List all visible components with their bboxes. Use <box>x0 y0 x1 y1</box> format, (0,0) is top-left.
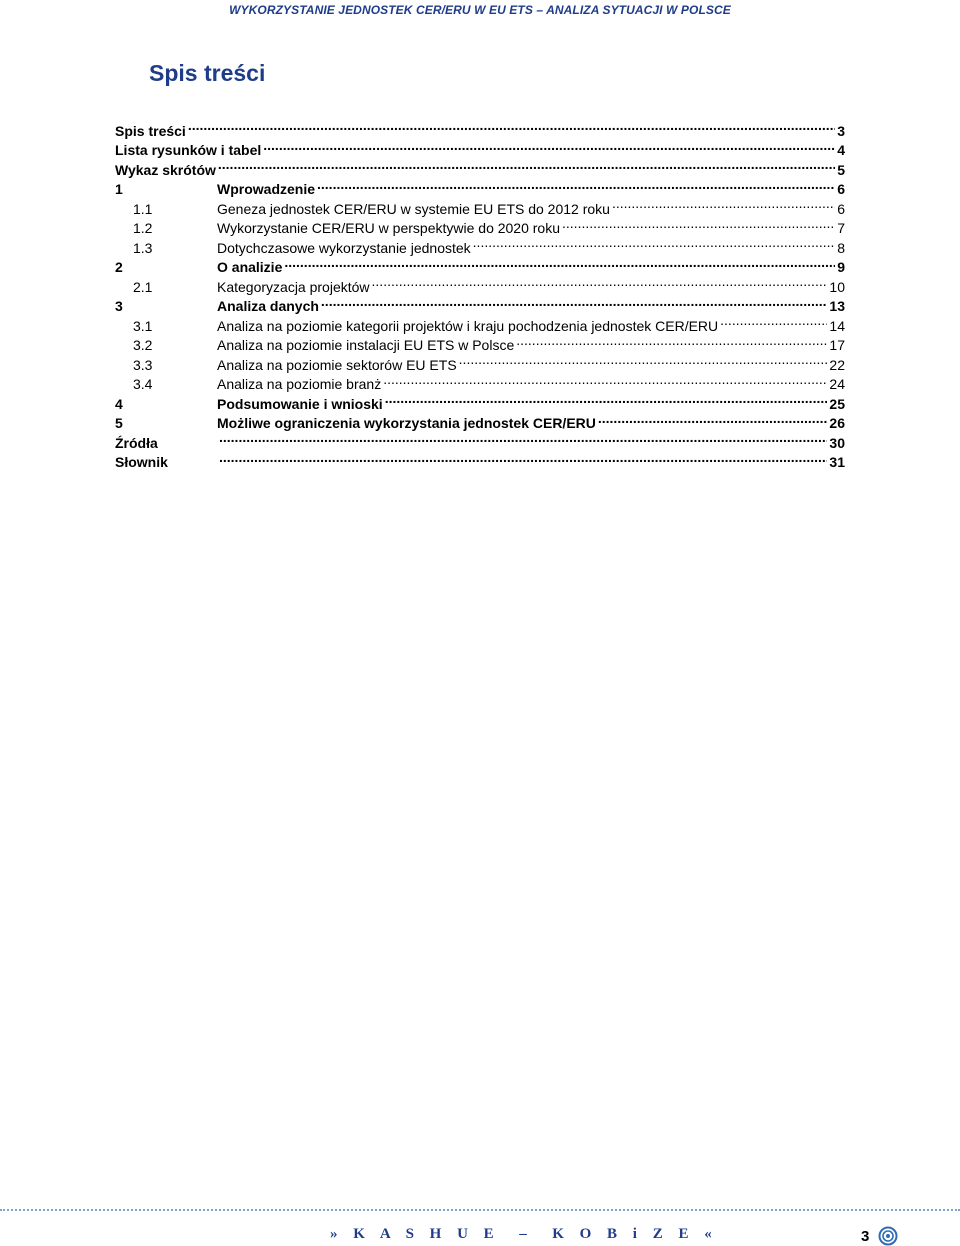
toc-entry-number: Źródła <box>115 434 158 451</box>
toc-entry-page: 14 <box>829 317 845 334</box>
toc-entry-label: Wykorzystanie CER/ERU w perspektywie do 2020 roku <box>217 220 561 236</box>
toc-entry-page: 13 <box>829 298 845 314</box>
toc-leader-dots <box>598 409 828 429</box>
page-title: Spis treści <box>149 60 266 86</box>
toc-entry-page: 5 <box>837 161 845 178</box>
toc-leader-dots <box>263 136 835 156</box>
table-of-contents <box>115 116 845 470</box>
running-header: WYKORZYSTANIE JEDNOSTEK CER/ERU W EU ETS – ANALIZA SYTUACJI W POLSCE <box>229 3 731 17</box>
toc-entry-label: Analiza na poziomie instalacji EU ETS w Polsce <box>217 337 515 353</box>
toc-entry-label: Analiza danych <box>217 298 319 314</box>
toc-entry[interactable] <box>115 350 845 373</box>
toc-entry-number: Słownik <box>115 454 168 470</box>
toc-entry-label: Podsumowanie i wnioski <box>217 395 383 412</box>
toc-entry-page: 31 <box>829 454 845 470</box>
toc-entry[interactable] <box>115 389 845 412</box>
toc-entry[interactable] <box>115 175 845 195</box>
toc-entry-label: Analiza na poziomie sektorów EU ETS <box>217 356 457 373</box>
toc-entry[interactable] <box>115 428 845 451</box>
toc-entry-number: 2 <box>115 259 123 275</box>
toc-entry-page: 3 <box>837 122 845 139</box>
toc-leader-dots <box>459 350 828 370</box>
toc-leader-dots <box>473 233 836 253</box>
target-circle-icon <box>878 1226 898 1246</box>
toc-leader-dots <box>188 116 835 136</box>
toc-leader-dots <box>219 448 827 468</box>
toc-entry-number: 3.1 <box>133 317 153 334</box>
toc-entry-page: 6 <box>837 200 845 217</box>
toc-entry-label: Analiza na poziomie kategorii projektów i kraju pochodzenia jednostek CER/ERU <box>217 317 719 334</box>
toc-leader-dots <box>516 331 827 351</box>
toc-entry-label: Wykaz skrótów <box>115 161 216 178</box>
toc-entry-number: 3 <box>115 298 123 314</box>
toc-entry-number: 3.2 <box>133 337 153 353</box>
toc-entry-page: 22 <box>829 356 845 373</box>
toc-entry[interactable] <box>115 331 845 351</box>
toc-entry-label: Geneza jednostek CER/ERU w systemie EU ETS do 2012 roku <box>217 200 610 217</box>
toc-leader-dots <box>612 194 835 214</box>
toc-leader-dots <box>218 155 835 175</box>
toc-entry-number: 4 <box>115 395 123 412</box>
toc-entry[interactable] <box>115 272 845 295</box>
footer-divider <box>0 1209 960 1211</box>
page-number: 3 <box>861 1228 870 1245</box>
toc-entry-page: 8 <box>837 239 845 256</box>
toc-entry-number: 1.3 <box>133 239 153 256</box>
footer-brand: » K A S H U E – K O B i Z E « <box>330 1226 718 1242</box>
toc-entry[interactable] <box>115 214 845 234</box>
toc-entry-label: Spis treści <box>115 122 186 139</box>
toc-leader-dots <box>383 370 827 390</box>
toc-entry[interactable] <box>115 233 845 256</box>
toc-entry-page: 25 <box>829 395 845 412</box>
toc-entry-label: Analiza na poziomie branż <box>217 376 382 392</box>
toc-leader-dots <box>720 311 827 331</box>
toc-entry-number: 2.1 <box>133 278 153 295</box>
toc-entry-page: 17 <box>829 337 845 353</box>
toc-entry-number: 1.2 <box>133 220 153 236</box>
toc-entry-page: 10 <box>829 278 845 295</box>
toc-entry[interactable] <box>115 292 845 312</box>
toc-entry-label: Wprowadzenie <box>217 181 316 197</box>
toc-entry-label: Kategoryzacja projektów <box>217 278 370 295</box>
toc-entry-page: 24 <box>829 376 845 392</box>
toc-leader-dots <box>385 389 828 409</box>
toc-entry[interactable] <box>115 253 845 273</box>
toc-entry-label: Dotychczasowe wykorzystanie jednostek <box>217 239 471 256</box>
toc-entry-label: Lista rysunków i tabel <box>115 142 262 158</box>
toc-entry-page: 4 <box>837 142 845 158</box>
toc-leader-dots <box>562 214 835 234</box>
toc-entry-label: O analizie <box>217 259 283 275</box>
toc-leader-dots <box>219 428 827 448</box>
toc-leader-dots <box>372 272 828 292</box>
toc-entry[interactable] <box>115 370 845 390</box>
toc-entry-number: 1.1 <box>133 200 153 217</box>
toc-entry[interactable] <box>115 311 845 334</box>
toc-entry[interactable] <box>115 448 845 468</box>
toc-entry[interactable] <box>115 136 845 156</box>
toc-entry[interactable] <box>115 194 845 217</box>
toc-entry-page: 7 <box>837 220 845 236</box>
toc-entry[interactable] <box>115 155 845 178</box>
toc-entry-number: 3.4 <box>133 376 153 392</box>
toc-entry[interactable] <box>115 409 845 429</box>
toc-leader-dots <box>321 292 828 312</box>
toc-entry-label: Możliwe ograniczenia wykorzystania jednostek CER/ERU <box>217 415 596 431</box>
toc-entry-page: 6 <box>837 181 845 197</box>
toc-entry-number: 3.3 <box>133 356 153 373</box>
toc-leader-dots <box>317 175 835 195</box>
toc-entry[interactable] <box>115 116 845 139</box>
toc-entry-page: 30 <box>829 434 845 451</box>
toc-entry-number: 1 <box>115 181 123 197</box>
toc-entry-page: 26 <box>829 415 845 431</box>
toc-entry-page: 9 <box>837 259 845 275</box>
toc-entry-number: 5 <box>115 415 123 431</box>
toc-leader-dots <box>284 253 835 273</box>
